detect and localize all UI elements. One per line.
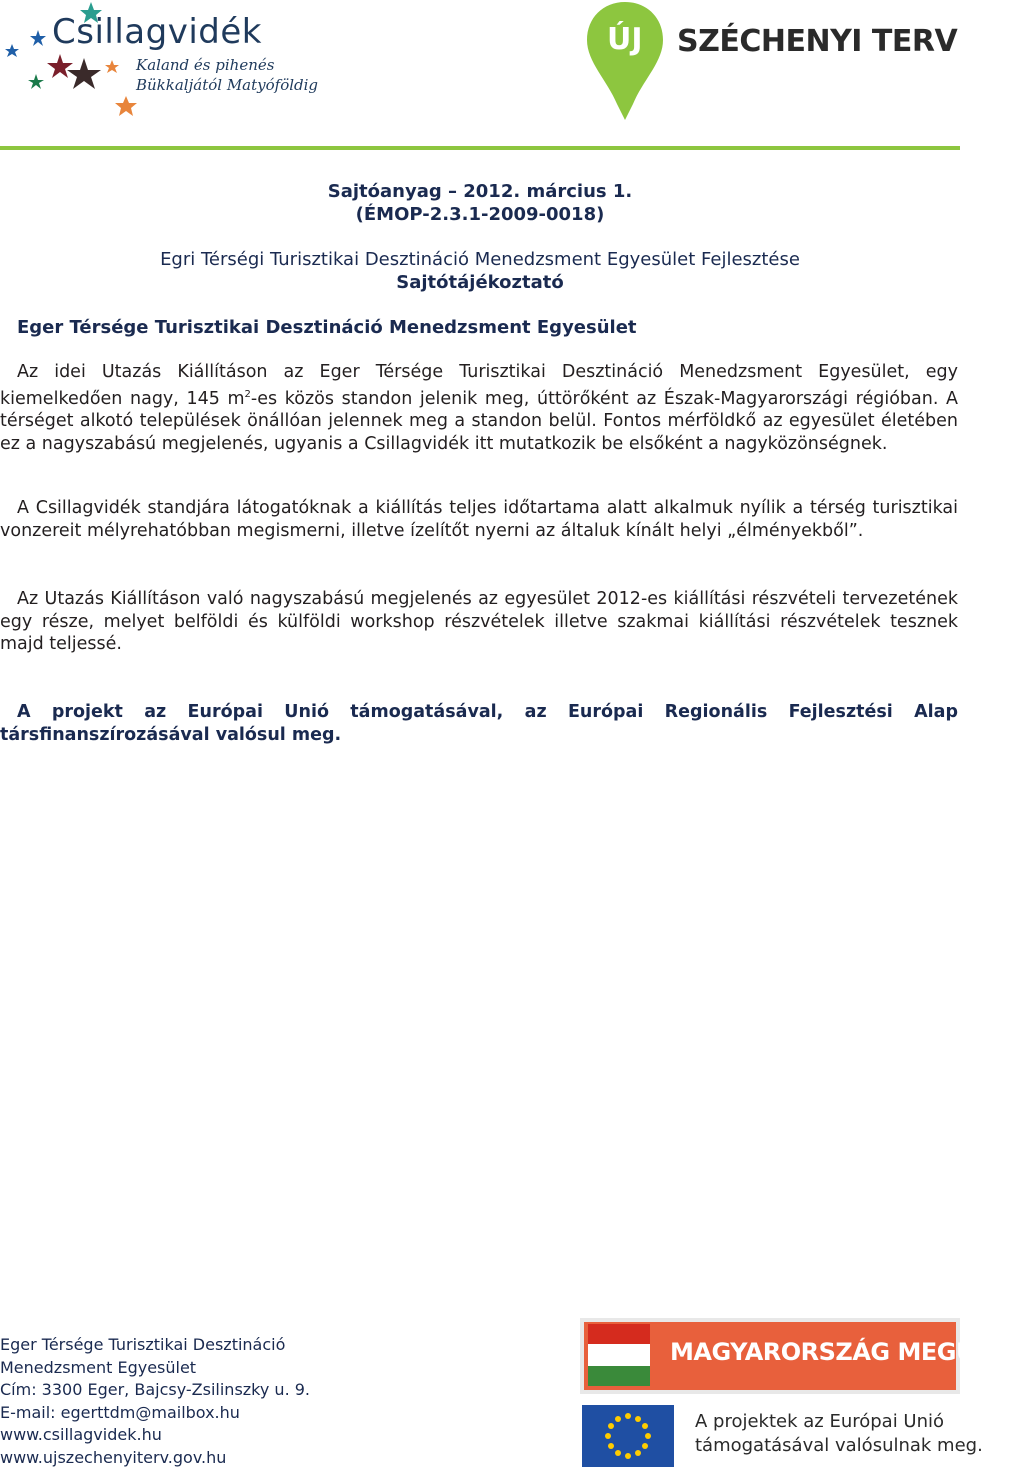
page-header [0, 0, 960, 152]
map-pin-icon [585, 0, 665, 120]
eu-funding-banner [580, 1403, 983, 1469]
footer-website-1[interactable]: www.csillagvidek.hu [0, 1425, 162, 1445]
paragraph-1-part-b: -es közös standon jelenik meg, úttörőként az Észak-Magyarországi régióban. A térséget alkotó települések önállóan jelennek meg a standon belül. Fontos mérföldkő az egyesület életében ez a nagyszabású megjelenés, ugyanis a Csillagvidék itt mutatkozik be elsőként a nagyközönségnek. [0, 388, 958, 454]
footer-org-line-1: Eger Térsége Turisztikai Desztináció [0, 1335, 286, 1354]
press-release-date: Sajtóanyag – 2012. március 1. [327, 181, 633, 202]
footer-website-2[interactable]: www.ujszechenyiterv.gov.hu [0, 1447, 227, 1467]
paragraph-3-text: Az Utazás Kiállításon való nagyszabású megjelenés az egyesület 2012-es kiállítási részvételi tervezetének egy része, melyet belföldi és külföldi workshop részvételek illetve szakmai kiállítási részvételek tesznek majd teljessé. [0, 589, 958, 655]
csillagvidek-logo [0, 0, 340, 120]
paragraph-2 [0, 497, 958, 542]
csillagvidek-title: Csillagvidék [52, 12, 262, 52]
magyarorszag-megujul-label: MAGYARORSZÁG MEGÚJUL [670, 1338, 1017, 1366]
document-type: Sajtótájékoztató [396, 272, 564, 293]
footer-address: Cím: 3300 Eger, Bajcsy-Zsilinszky u. 9. [0, 1380, 310, 1400]
superscript-2: 2 [244, 388, 251, 400]
paragraph-1-part-a: Az idei Utazás Kiállításon az Eger Térsége Turisztikai Desztináció Menedzsment Egyesület, egy kiemelkedően nagy, 145 m [0, 362, 958, 409]
csillagvidek-tagline-2: Bükkaljától Matyóföldig [136, 76, 319, 94]
project-title: Egri Térségi Turisztikai Desztináció Menedzsment Egyesület Fejlesztése [160, 249, 800, 270]
magyarorszag-megujul-banner [580, 1318, 1017, 1394]
eu-funding-line-1: A projektek az Európai Unió [695, 1411, 945, 1432]
paragraph-1 [0, 361, 958, 456]
paragraph-2-text: A Csillagvidék standjára látogatóknak a kiállítás teljes időtartama alatt alkalmuk nyílik a térség turisztikai vonzereit mélyrehatóbban megismerni, illetve ízelítőt nyerni az általuk kínált helyi „élményekből”. [0, 498, 958, 541]
project-code: (ÉMOP-2.3.1-2009-0018) [355, 204, 605, 225]
footer-contact [0, 1334, 480, 1470]
paragraph-3 [0, 588, 958, 656]
footer-email[interactable]: E-mail: egerttdm@mailbox.hu [0, 1402, 240, 1422]
organization-heading: Eger Térsége Turisztikai Desztináció Menedzsment Egyesület [17, 317, 637, 338]
szechenyi-terv-label: SZÉCHENYI TERV [677, 24, 958, 59]
header-divider [0, 146, 960, 150]
eu-flag-icon [582, 1405, 674, 1469]
footer-org-line-2: Menedzsment Egyesület [0, 1357, 197, 1377]
uj-szechenyi-terv-logo [585, 0, 960, 125]
funding-statement-text: A projekt az Európai Unió támogatásával, az Európai Regionális Fejlesztési Alap társfinanszírozásával valósul meg. [0, 702, 958, 745]
funding-statement [0, 701, 958, 746]
uj-label: ÚJ [607, 22, 643, 57]
csillagvidek-tagline-1: Kaland és pihenés [136, 56, 275, 74]
eu-funding-line-2: támogatásával valósulnak meg. [695, 1435, 983, 1456]
